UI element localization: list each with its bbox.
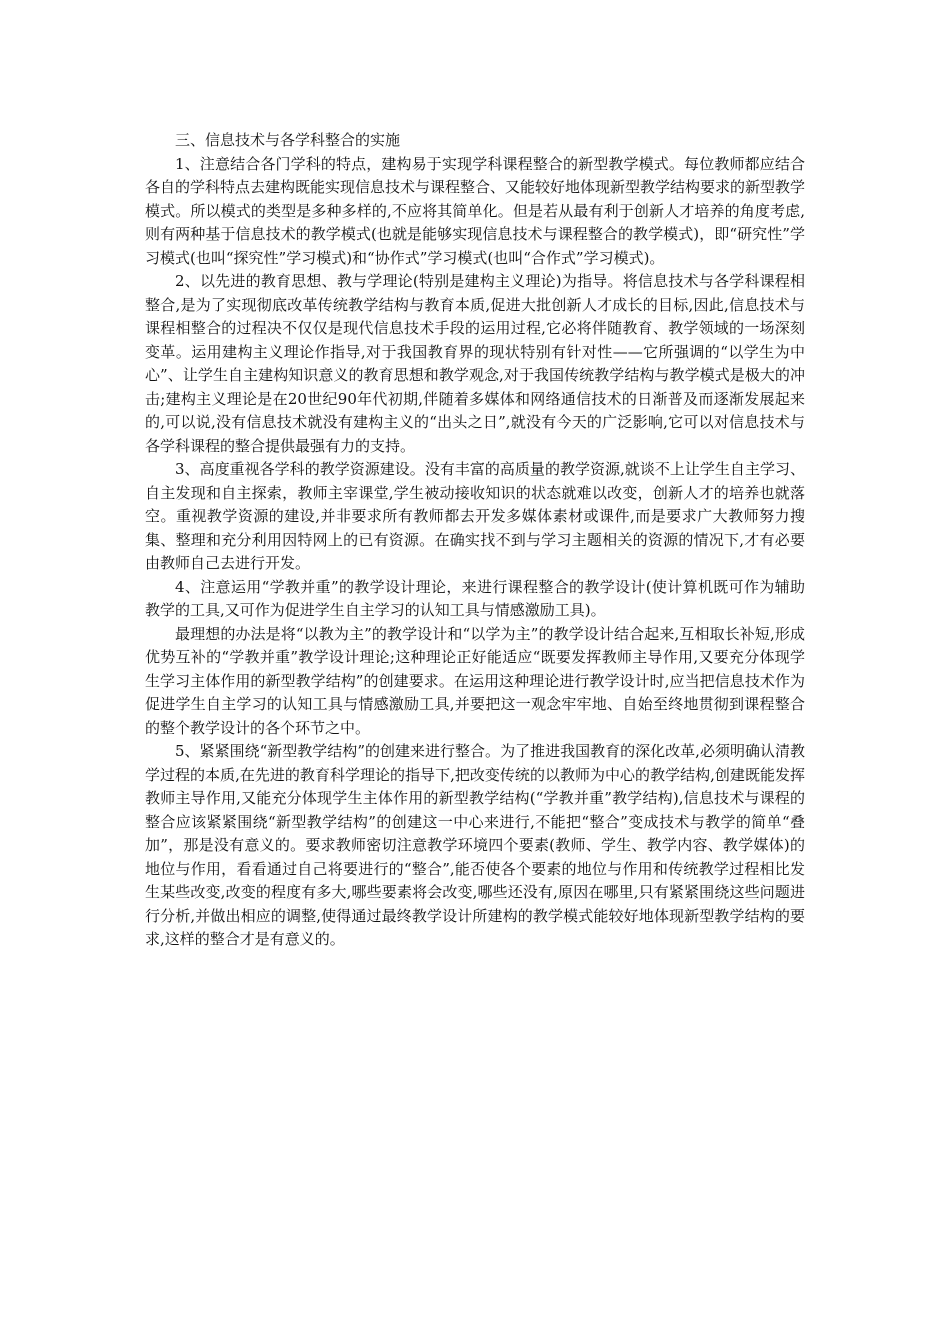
section-heading: 三、信息技术与各学科整合的实施 — [175, 131, 401, 149]
paragraph-6: 5、紧紧围绕“新型教学结构”的创建来进行整合。为了推进我国教育的深化改革,必须明确认清教学过程的本质,在先进的教育科学理论的指导下,把改变传统的以教师为中心的教学结构,创建既能发挥教师主导作用,又能充分体现学生主体作用的新型教学结构(“学教并重”教学结构),信息技术与课程的整合应该紧紧围绕“新型教学结构”的创建这一中心来进行,不能把“整合”变成技术与教学的简单“叠加”，那是没有意义的。要求教师密切注意教学环境四个要素(教师、学生、教学内容、教学媒体)的地位与作用，看看通过自己将要进行的“整合”,能否使各个要素的地位与作用和传统教学过程相比发生某些改变,改变的程度有多大,哪些要素将会改变,哪些还没有,原因在哪里,只有紧紧围绕这些问题进行分析,并做出相应的调整,使得通过最终教学设计所建构的教学模式能较好地体现新型教学结构的要求,这样的整合才是有意义的。 — [145, 742, 805, 948]
paragraph-5: 最理想的办法是将“以教为主”的教学设计和“以学为主”的教学设计结合起来,互相取长补短,形成优势互补的“学教并重”教学设计理论;这种理论正好能适应“既要发挥教师主导作用,又要充分体现学生学习主体作用的新型教学结构”的创建要求。在运用这种理论进行教学设计时,应当把信息技术作为促进学生自主学习的认知工具与情感激励工具,并要把这一观念牢牢地、自始至终地贯彻到课程整合的整个教学设计的各个环节之中。 — [145, 624, 805, 737]
document-body — [145, 129, 805, 952]
paragraph-4: 4、注意运用“学教并重”的教学设计理论，来进行课程整合的教学设计(使计算机既可作为辅助教学的工具,又可作为促进学生自主学习的认知工具与情感激励工具)。 — [145, 577, 805, 619]
paragraph-3: 3、高度重视各学科的教学资源建设。没有丰富的高质量的教学资源,就谈不上让学生自主学习、自主发现和自主探索，教师主宰课堂,学生被动接收知识的状态就难以改变，创新人才的培养也就落空。重视教学资源的建设,并非要求所有教师都去开发多媒体素材或课件,而是要求广大教师努力搜集、整理和充分利用因特网上的已有资源。在确实找不到与学习主题相关的资源的情况下,才有必要由教师自己去进行开发。 — [145, 460, 805, 572]
paragraph-1: 1、注意结合各门学科的特点，建构易于实现学科课程整合的新型教学模式。每位教师都应结合各自的学科特点去建构既能实现信息技术与课程整合、又能较好地体现新型教学结构要求的新型教学模式。所以模式的类型是多种多样的,不应将其简单化。但是若从最有利于创新人才培养的角度考虑,则有两种基于信息技术的教学模式(也就是能够实现信息技术与课程整合的教学模式)，即“研究性”学习模式(也叫“探究性”学习模式)和“协作式”学习模式(也叫“合作式”学习模式)。 — [145, 154, 806, 267]
paragraph-2: 2、以先进的教育思想、教与学理论(特别是建构主义理论)为指导。将信息技术与各学科课程相整合,是为了实现彻底改革传统教学结构与教育本质,促进大批创新人才成长的目标,因此,信息技术与课程相整合的过程决不仅仅是现代信息技术手段的运用过程,它必将伴随教育、教学领域的一场深刻变革。运用建构主义理论作指导,对于我国教育界的现状特别有针对性——它所强调的“以学生为中心”、让学生自主建构知识意义的教育思想和教学观念,对于我国传统教学结构与教学模式是极大的冲击;建构主义理论是在20世纪90年代初期,伴随着多媒体和网络通信技术的日渐普及而逐渐发展起来的,可以说,没有信息技术就没有建构主义的“出头之日”,就没有今天的广泛影响,它可以对信息技术与各学科课程的整合提供最强有力的支持。 — [145, 272, 805, 455]
